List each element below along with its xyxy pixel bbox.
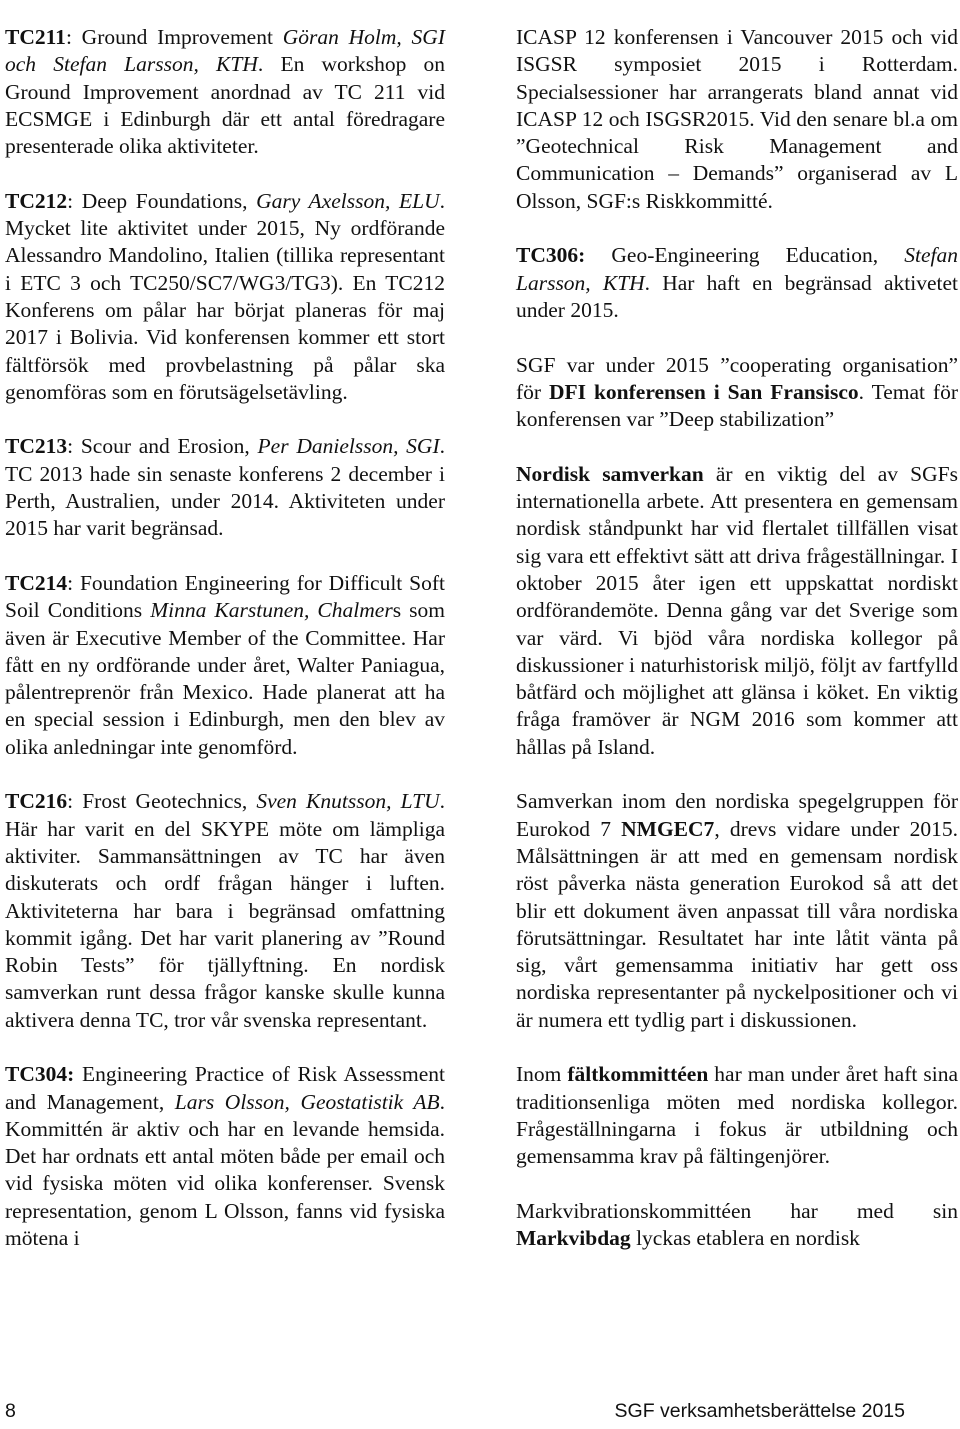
field-text-after: har man under året haft sina traditionsenliga möten med nordiska kollegor. Frågeställningarna i fokus är utbildning och gemensamma krav på fältingenjörer. [516,1062,958,1169]
paragraph-nordic-cooperation [516,461,958,761]
tc-title: : Foundation Engineering for Difficult Soft Soil Conditions [5,570,445,623]
tc-text: . Har haft en begränsad aktivetet under 2015. [516,270,958,322]
dfi-conference: DFI konferensen i San Fransisco [549,379,859,404]
field-committee: fältkommittéen [567,1062,709,1087]
tc-text: . Mycket lite aktivitet under 2015, Ny ordförande Alessandro Mandolino, Italien (tillika representant i ETC 3 och TC250/SC7/WG3/TG3). En TC212 Konferens om pålar har börjat planeras för maj 2017 i Bolivia. Vid konferensen kommer ett stort fältförsök med provbelastning på pålar ska genomföras som en förutsägelsetävling. [5,188,445,404]
tc-title: Engineering Practice of Risk Assessment and Management, [5,1062,445,1114]
tc-title: : Deep Foundations, [67,188,257,213]
tc-title: : Frost Geotechnics, [67,789,257,814]
vibration-text-after: lyckas etablera en nordisk [630,1226,860,1251]
tc-text: . Här har varit en del SKYPE möte om lämpliga aktiviter. Sammansättningen av TC har även diskuterats och ordf frågan hänger i luften. Aktiviteterna har bara i begränsad omfattning kommit igång. Det har varit planering av ”Round Robin Tests” för tjällyftning. En nordisk samverkan runt dessa frågor kanske skulle kunna aktivera denna TC, tror vår svenska representant. [5,789,445,1032]
paragraph-tc304 [5,1061,445,1252]
paragraph-tc214 [5,570,445,761]
field-text-before: Inom [516,1062,568,1087]
paragraph-tc306 [516,242,958,324]
paragraph-tc304-continued: ICASP 12 konferensen i Vancouver 2015 och vid ISGSR symposiet 2015 i Rotterdam. Specialsessioner har arrangerats bland annat vid ICASP 12 och ISGSR2015. Vid den senare bl.a om ”Geotechnical Risk Management and Communication – Demands” organiserad av L Olsson, SGF:s Riskkommitté. [516,25,958,213]
markvibdag: Markvibdag [516,1226,631,1251]
tc-chair: Göran Holm, SGI och Stefan Larsson, KTH [5,25,445,77]
tc-code: TC216 [5,789,68,814]
tc-chair: Sven Knutsson, LTU [256,789,440,814]
tc-code: TC212 [5,188,68,213]
tc-code: TC211 [5,25,66,49]
paragraph-tc211 [5,24,445,160]
right-column [516,24,958,1252]
tc-code: TC214 [5,570,68,595]
left-column [5,24,445,1252]
tc-chair: Per Danielsson, SGI [257,434,440,459]
page-footer [5,1396,905,1426]
tc-chair: Lars Olsson, Geostatistik AB [174,1089,440,1114]
paragraph-tc216 [5,788,445,1034]
page-number: 8 [5,1400,16,1422]
tc-chair: Stefan Larsson, KTH [516,243,958,295]
eurokod-text-after: , drevs vidare under 2015. Målsättningen är att med en gemensam nordisk röst påverka nästa generation Eurokod så att det blir ett dokument även anpassat till våra nordiska förutsättningar. Resultatet har inte låtit vänta på sig, vårt gemensamma initiativ har gett oss nordiska representanter på nyckelpositioner och vi är numera ett tydlig part i diskussionen. [516,816,958,1032]
tc-code: TC304: [5,1062,75,1087]
paragraph-tc212 [5,188,445,406]
nmgec7: NMGEC7 [621,816,715,841]
tc-chair: Minna Karstunen, Chalmer [150,598,393,623]
paragraph-eurokod [516,788,958,1034]
eurokod-text-before: Samverkan inom den nordiska spegelgruppen för Eurokod 7 [516,789,958,841]
tc-text: . Kommittén är aktiv och har en levande hemsida. Det har ordnats ett antal möten både per email och vid fysiska möten vid olika konferenser. Svensk representation, genom L Olsson, fanns vid fysiska mötena i [5,1089,446,1251]
tc-chair: Gary Axelsson, ELU [256,188,440,213]
paragraph-dfi [516,352,958,434]
tc-code: TC306: [516,243,586,268]
dfi-text-before: SGF var under 2015 ”cooperating organisation” för [516,352,958,404]
footer-title: SGF verksamhetsberättelse 2015 [614,1400,905,1422]
tc-title: Geo-Engineering Education, [585,243,905,268]
tc-code: TC213 [5,434,68,459]
dfi-text-after: . Temat för konferensen var ”Deep stabilization” [516,379,958,432]
tc-title: : Scour and Erosion, [67,434,258,459]
nordic-heading: Nordisk samverkan [516,461,704,486]
vibration-text-before: Markvibrationskommittéen har med sin [516,1198,958,1223]
paragraph-vibration [516,1198,958,1253]
tc-text: . TC 2013 hade sin senaste konferens 2 december i Perth, Australien, under 2014. Aktiviteten under 2015 har varit begränsad. [5,434,445,541]
paragraph-tc213 [5,433,445,542]
tc-text: s som även är Executive Member of the Committee. Har fått en ny ordförande under året, Walter Paniagua, pålentreprenör från Mexico. Hade planerat att ha en special session i Edinburgh, men den blev av olika anledningar inte genomförd. [5,598,445,759]
paragraph-field-committee [516,1061,958,1170]
nordic-text: är en viktig del av SGFs internationella arbete. Att presentera en gemensam nordisk ståndpunkt har vid flertalet tillfällen visat sig vara ett effektivt sätt att driva frågeställningar. I oktober 2015 åter igen ett uppskattat nordiskt ordförandemöte. Denna gång var det Sverige som var värd. Vi bjöd våra nordiska kollegor på diskussioner i naturhistorisk miljö, följt av fartfylld båtfärd och möjlighet att glänsa i köket. En viktig fråga framöver är NGM 2016 som kommer att hållas på Island. [516,461,958,759]
tc-text: . En workshop on Ground Improvement anordnad av TC 211 vid ECSMGE i Edinburgh där ett antal föredragare presenterade olika aktiviteter. [5,52,446,159]
tc-title: : Ground Improvement [65,25,283,49]
